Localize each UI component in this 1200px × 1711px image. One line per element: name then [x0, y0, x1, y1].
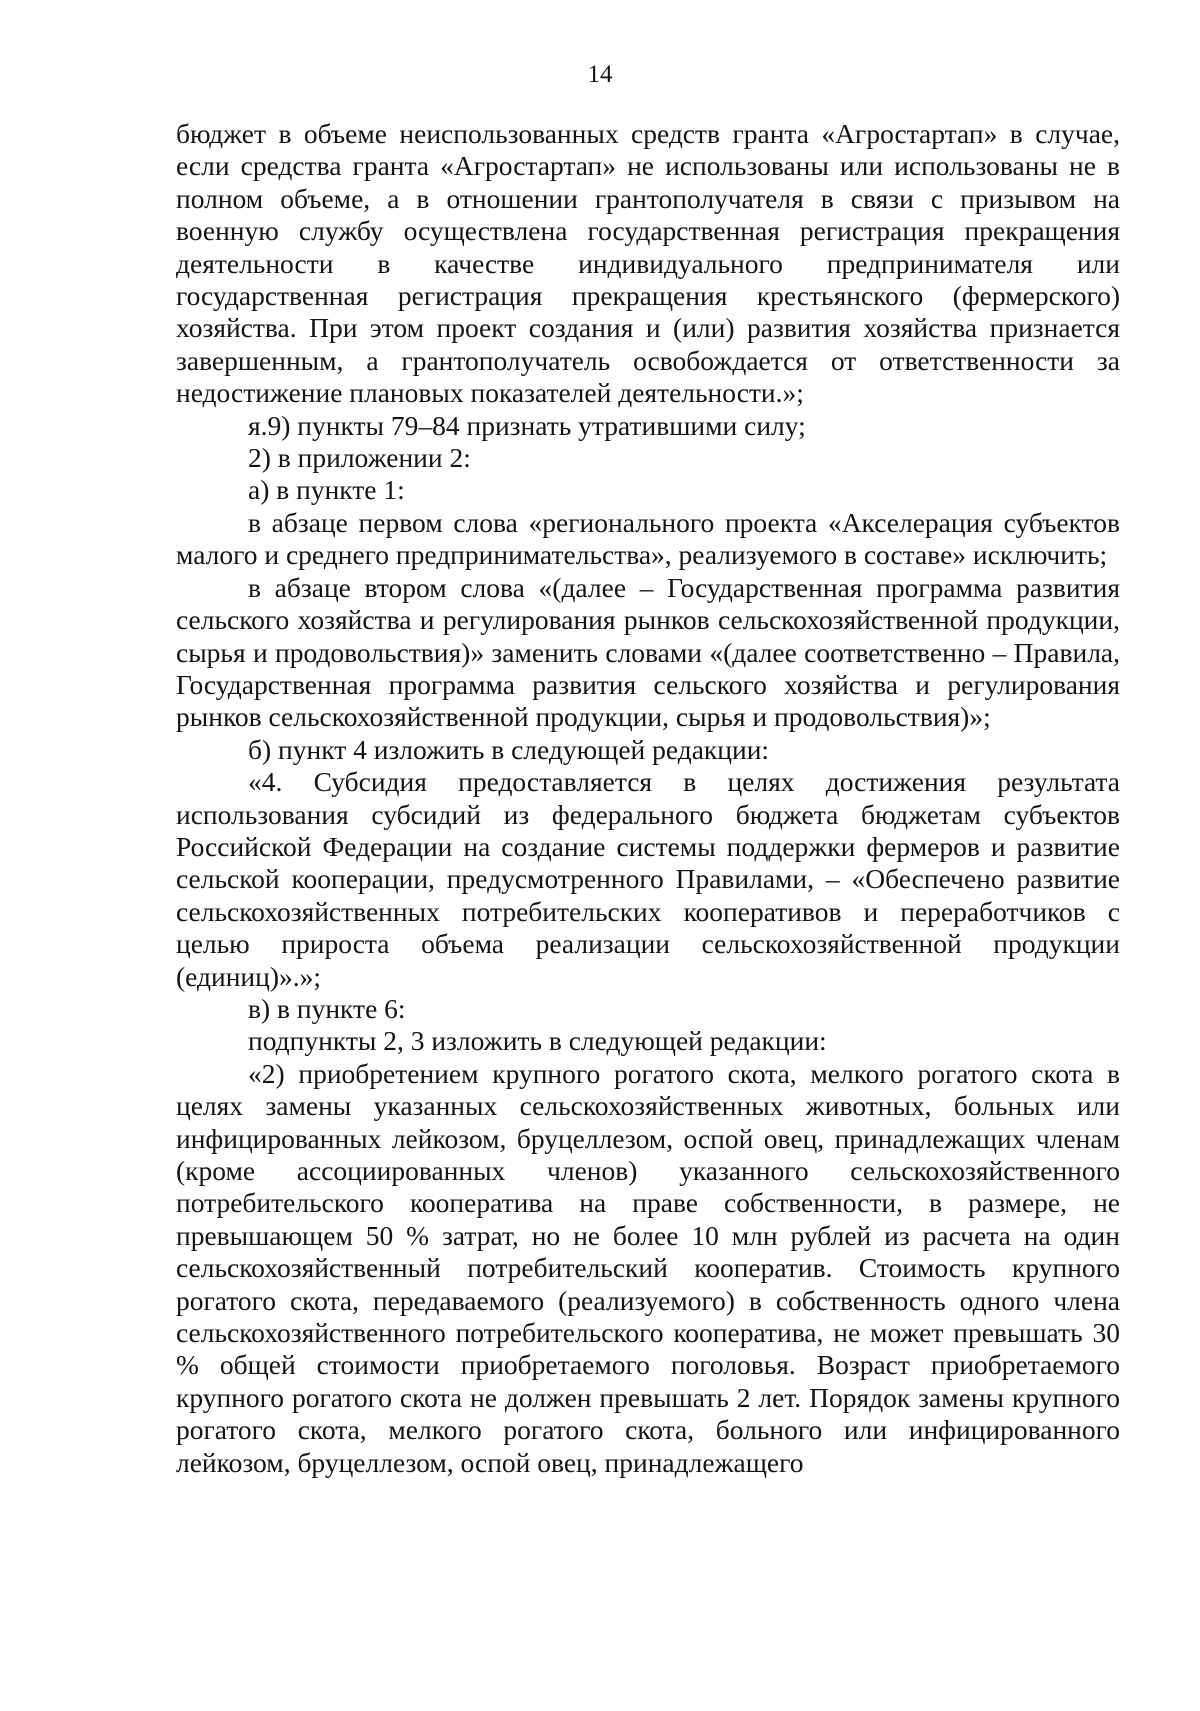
paragraph: бюджет в объеме неиспользованных средств гранта «Агростартап» в случае, если средства гранта «Агростартап» не использованы или использованы не в полном объеме, а в отношении грантополучателя в связи с призывом на военную службу осуществлена государственная регистрация прекращения деятельности в качестве индивидуального предпринимателя или государственная регистрация прекращения крестьянского (фермерского) хозяйства. При этом проект создания и (или) развития хозяйства признается завершенным, а грантополучатель освобождается от ответственности за недостижение плановых показателей деятельности.»;: [176, 118, 1120, 409]
paragraph: «4. Субсидия предоставляется в целях достижения результата использования субсидий из федерального бюджета бюджетам субъектов Российской Федерации на создание системы поддержки фермеров и развитие сельской кооперации, предусмотренного Правилами, – «Обеспечено развитие сельскохозяйственных потребительских кооперативов и переработчиков с целью прироста объема реализации сельскохозяйственной продукции (единиц)».»;: [176, 766, 1120, 992]
paragraph: «2) приобретением крупного рогатого скота, мелкого рогатого скота в целях замены указанных сельскохозяйственных животных, больных или инфицированных лейкозом, бруцеллезом, оспой овец, принадлежащих членам (кроме ассоциированных членов) указанного сельскохозяйственного потребительского кооператива на праве собственности, в размере, не превышающем 50 % затрат, но не более 10 млн рублей из расчета на один сельскохозяйственный потребительский кооператив. Стоимость крупного рогатого скота, передаваемого (реализуемого) в собственность одного члена сельскохозяйственного потребительского кооператива, не может превышать 30 % общей стоимости приобретаемого поголовья. Возраст приобретаемого крупного рогатого скота не должен превышать 2 лет. Порядок замены крупного рогатого скота, мелкого рогатого скота, больного или инфицированного лейкозом, бруцеллезом, оспой овец, принадлежащего: [176, 1057, 1120, 1478]
paragraph: я.9) пункты 79–84 признать утратившими силу;: [248, 409, 806, 441]
paragraph: 2) в приложении 2:: [248, 442, 471, 474]
paragraph: в) в пункте 6:: [248, 992, 406, 1024]
paragraph: в абзаце втором слова «(далее – Государственная программа развития сельского хозяйства и регулирования рынков сельскохозяйственной продукции, сырья и продовольствия)» заменить словами «(далее соответственно – Правила, Государственная программа развития сельского хозяйства и регулирования рынков сельскохозяйственной продукции, сырья и продовольствия)»;: [176, 571, 1120, 733]
paragraph: а) в пункте 1:: [248, 474, 405, 506]
paragraph: подпункты 2, 3 изложить в следующей редакции:: [248, 1025, 827, 1057]
paragraph: в абзаце первом слова «регионального проекта «Акселерация субъектов малого и среднего предпринимательства», реализуемого в составе» исключить;: [176, 506, 1120, 571]
page-number: 14: [587, 61, 613, 88]
document-body: [176, 118, 1120, 1479]
paragraph: б) пункт 4 изложить в следующей редакции:: [248, 733, 770, 765]
